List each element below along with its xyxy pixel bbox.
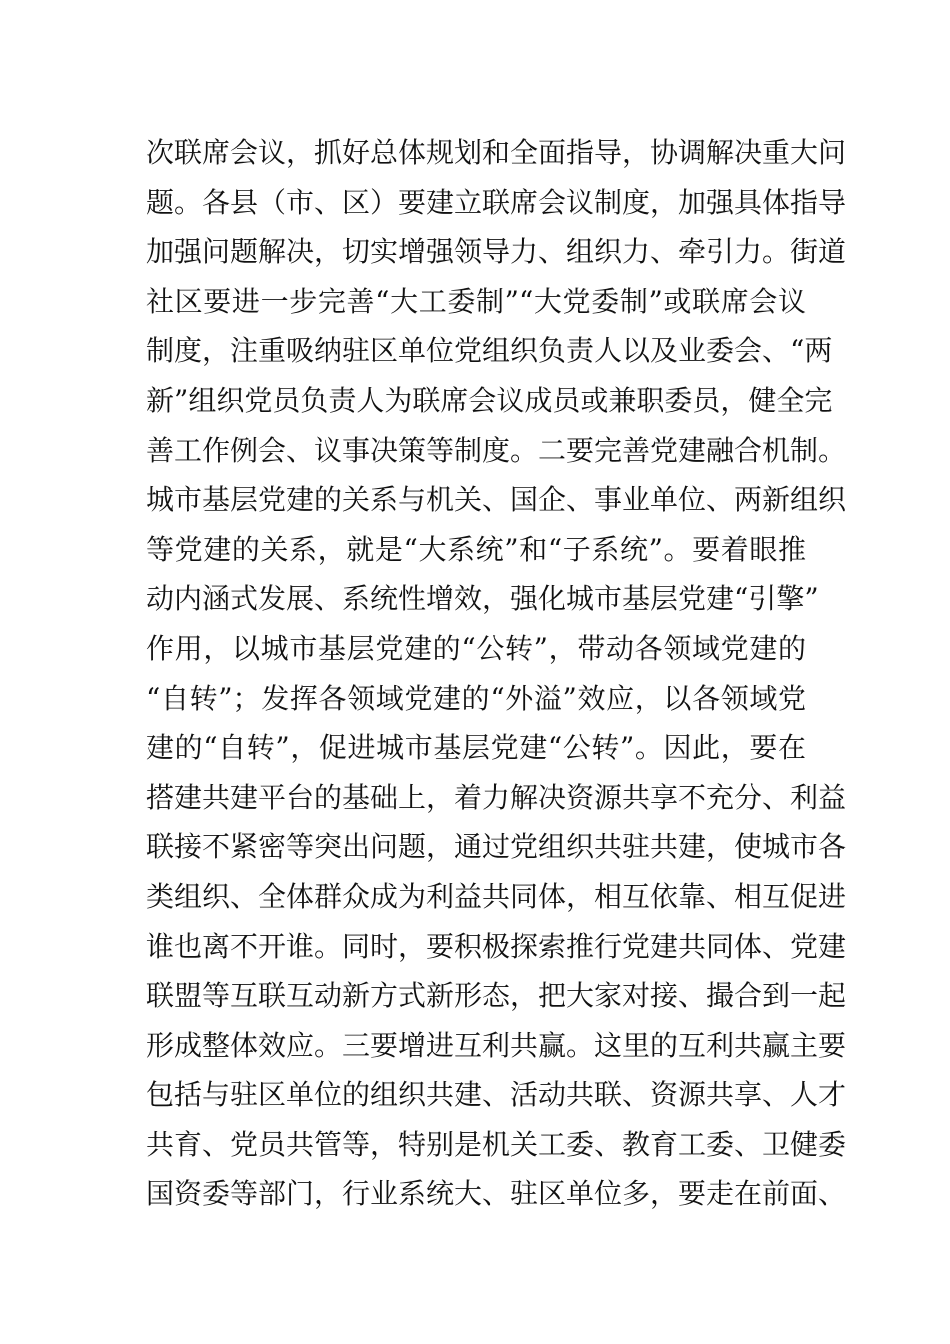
body-text [146,128,847,1219]
text-line: 类组织、全体群众成为利益共同体，相互依靠、相互促进 [146,879,847,913]
text-line: 作用，以城市基层党建的“公转”，带动各领域党建的 [146,631,806,665]
text-line: 动内涵式发展、系统性增效，强化城市基层党建“引擎” [146,582,819,616]
text-line: 形成整体效应。三要增进互利共赢。这里的互利共赢主要 [146,1028,847,1062]
text-line: 次联席会议，抓好总体规划和全面指导，协调解决重大问 [146,136,847,169]
text-line: 题。各县（市、区）要建立联席会议制度，加强具体指导 [146,185,847,219]
text-line: 搭建共建平台的基础上，着力解决资源共享不充分、利益 [146,780,847,814]
text-line: 共育、党员共管等，特别是机关工委、教育工委、卫健委 [146,1127,847,1161]
text-line: 谁也离不开谁。同时，要积极探索推行党建共同体、党建 [146,929,847,963]
text-line: 联接不紧密等突出问题，通过党组织共驻共建，使城市各 [146,830,847,864]
text-line: 联盟等互联互动新方式新形态，把大家对接、撮合到一起 [146,979,847,1013]
text-line: 新”组织党员负责人为联席会议成员或兼职委员，健全完 [146,383,833,417]
text-line: 城市基层党建的关系与机关、国企、事业单位、两新组织 [146,483,847,517]
text-line: 包括与驻区单位的组织共建、活动共联、资源共享、人才 [146,1078,847,1112]
text-line: 加强问题解决，切实增强领导力、组织力、牵引力。街道 [146,235,847,269]
text-line: “自转”；发挥各领域党建的“外溢”效应，以各领域党 [146,681,806,715]
text-line: 建的“自转”，促进城市基层党建“公转”。因此，要在 [146,731,806,765]
text-line: 善工作例会、议事决策等制度。二要完善党建融合机制。 [146,433,847,467]
text-line: 制度，注重吸纳驻区单位党组织负责人以及业委会、“两 [146,334,833,368]
text-line: 等党建的关系，就是“大系统”和“子系统”。要着眼推 [146,532,806,566]
text-line: 国资委等部门，行业系统大、驻区单位多，要走在前面、 [146,1177,847,1211]
text-line: 社区要进一步完善“大工委制”“大党委制”或联席会议 [146,284,806,318]
